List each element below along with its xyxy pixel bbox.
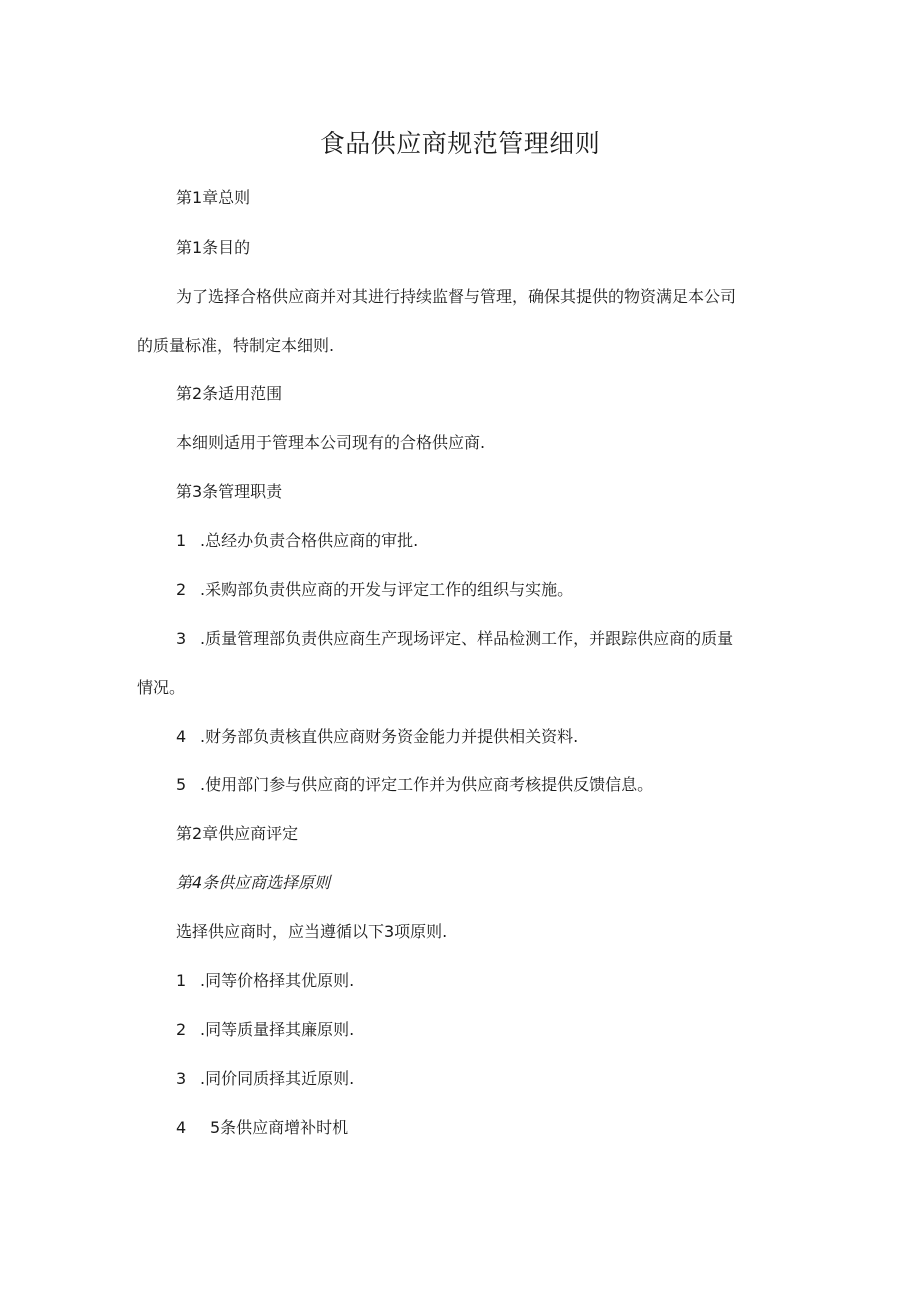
article-5-number: 4 [176,1118,187,1137]
article-2-paragraph: 本细则适用于管理本公司现有的合格供应商. [176,433,486,452]
article-1-heading: 第1条目的 [176,238,251,257]
document-title: 食品供应商规范管理细则 [319,129,601,158]
list-item [176,529,418,553]
article-5-heading: 5条供应商增补时机 [210,1118,349,1137]
list-item [176,1067,354,1091]
list-item-text: .同等价格择其优原则. [200,971,355,990]
chapter-2-heading: 第2章供应商评定 [176,824,299,843]
list-item-text: .财务部负责核直供应商财务资金能力并提供相关资料. [200,727,579,746]
list-item [176,627,733,651]
list-item-text: .同等质量择其廉原则. [200,1020,355,1039]
list-item-text: .使用部门参与供应商的评定工作并为供应商考核提供反馈信息。 [200,775,654,794]
list-item [176,773,653,797]
list-item-number: 3 [176,1069,187,1088]
list-item-text: .同价同质择其近原则. [200,1069,355,1088]
article-3-heading: 第3条管理职责 [176,482,283,501]
list-item [176,725,578,749]
list-item-text: .采购部负责供应商的开发与评定工作的组织与实施。 [200,580,574,599]
article-5-heading-line [176,1116,348,1140]
list-item [176,1018,354,1042]
list-item-number: 2 [176,1020,187,1039]
list-item-number: 3 [176,629,187,648]
list-item-continuation: 情况。 [137,678,186,697]
list-item [176,969,354,993]
list-item-number: 2 [176,580,187,599]
article-2-heading: 第2条适用范围 [176,384,283,403]
list-item-number: 4 [176,727,187,746]
article-4-heading: 第4条供应商选择原则 [176,873,331,892]
list-item-number: 1 [176,971,187,990]
article-4-paragraph: 选择供应商时，应当遵循以下3项原则. [176,922,448,941]
list-item-text: .总经办负责合格供应商的审批. [200,531,419,550]
list-item [176,578,573,602]
article-1-paragraph-line-1: 为了选择合格供应商并对其进行持续监督与管理，确保其提供的物资满足本公司 [176,287,737,306]
list-item-text: .质量管理部负责供应商生产现场评定、样品检测工作，并跟踪供应商的质量 [200,629,734,648]
article-1-paragraph-line-2: 的质量标准，特制定本细则. [137,336,335,355]
chapter-1-heading: 第1章总则 [176,188,251,207]
list-item-number: 1 [176,531,187,550]
list-item-number: 5 [176,775,187,794]
